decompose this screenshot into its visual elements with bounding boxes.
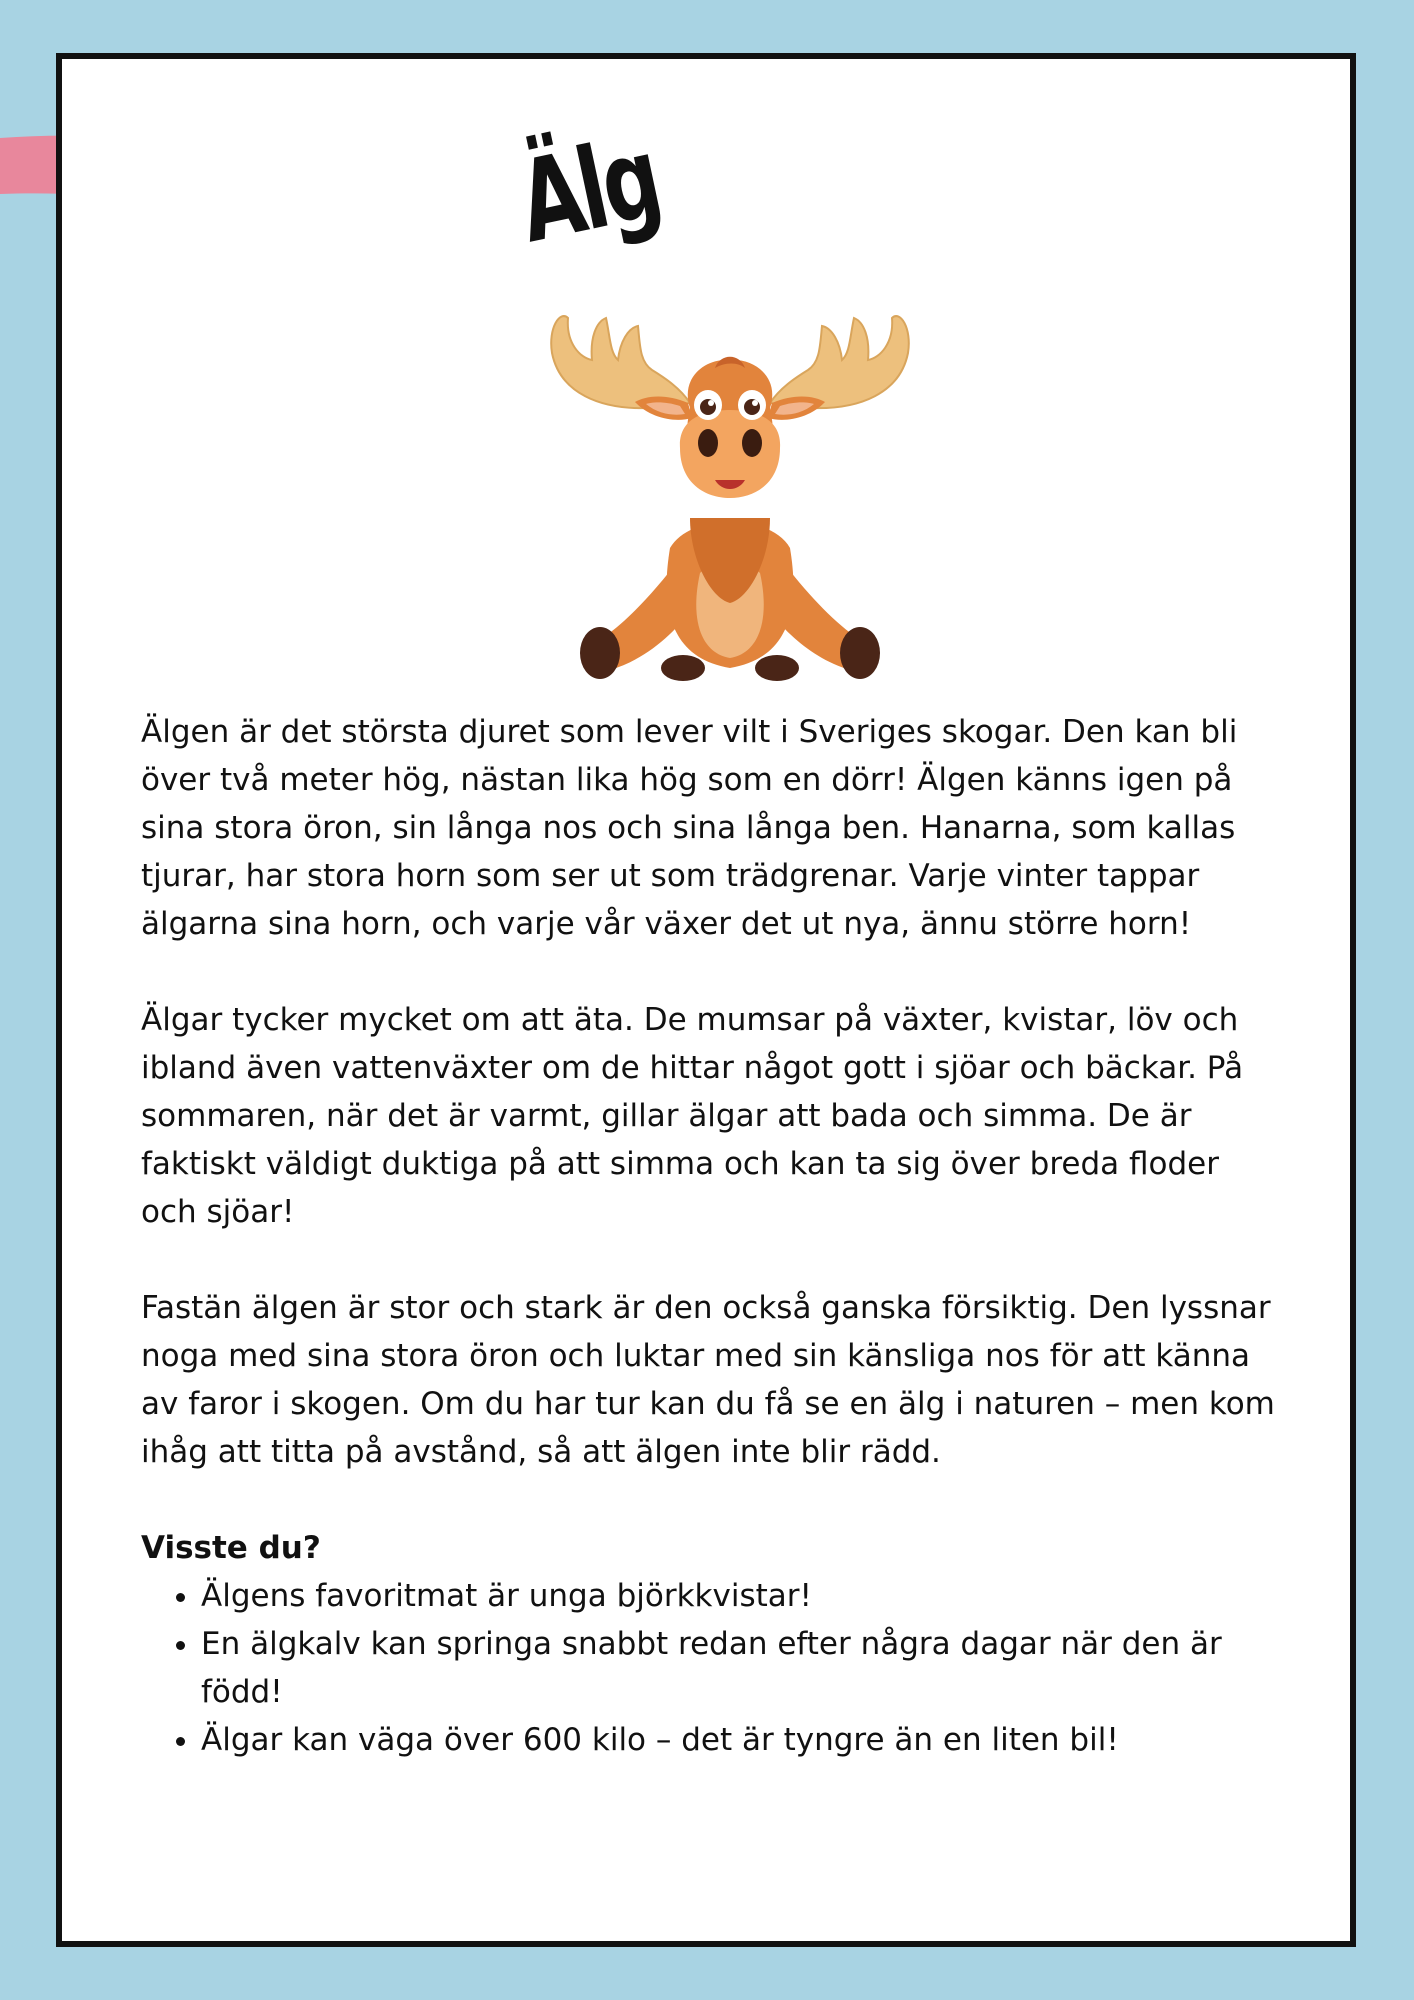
moose-illustration: [540, 298, 920, 688]
fact-item: • Älgar kan väga över 600 kilo – det är tyngre än en liten bil!: [201, 1716, 1281, 1764]
fact-item: • En älgkalv kan springa snabbt redan efter några dagar när den är född!: [201, 1620, 1281, 1716]
facts-list: [141, 1572, 1281, 1764]
paragraph-intro: Älgen är det största djuret som lever vilt i Sveriges skogar. Den kan bli över två meter hög, nästan lika hög som en dörr! Älgen känns igen på sina stora öron, sin långa nos och sina långa ben. Hanarna, som kallas tjurar, har stora horn som ser ut som trädgrenar. Varje vinter tappar älgarna sina horn, och varje vår växer det ut nya, ännu större horn!: [141, 714, 1238, 942]
paragraph-senses: Fastän älgen är stor och stark är den också ganska försiktig. Den lyssnar noga med sina stora öron och luktar med sin känsliga nos för att känna av faror i skogen. Om du har tur kan du få se en älg i naturen – men kom ihåg att titta på avstånd, så att älgen inte blir rädd.: [141, 1290, 1275, 1470]
paragraph-food: Älgar tycker mycket om att äta. De mumsar på växter, kvistar, löv och ibland även vattenväxter om de hittar något gott i sjöar och bäckar. På sommaren, när det är varmt, gillar älgar att bada och simma. De är faktiskt väldigt duktiga på att simma och kan ta sig över breda floder och sjöar!: [141, 1002, 1244, 1230]
fact-item: • Älgens favoritmat är unga björkkvistar!: [201, 1572, 1281, 1620]
page-title: Älg: [508, 112, 670, 269]
facts-heading: Visste du?: [141, 1530, 321, 1566]
article-body: [141, 708, 1281, 1764]
